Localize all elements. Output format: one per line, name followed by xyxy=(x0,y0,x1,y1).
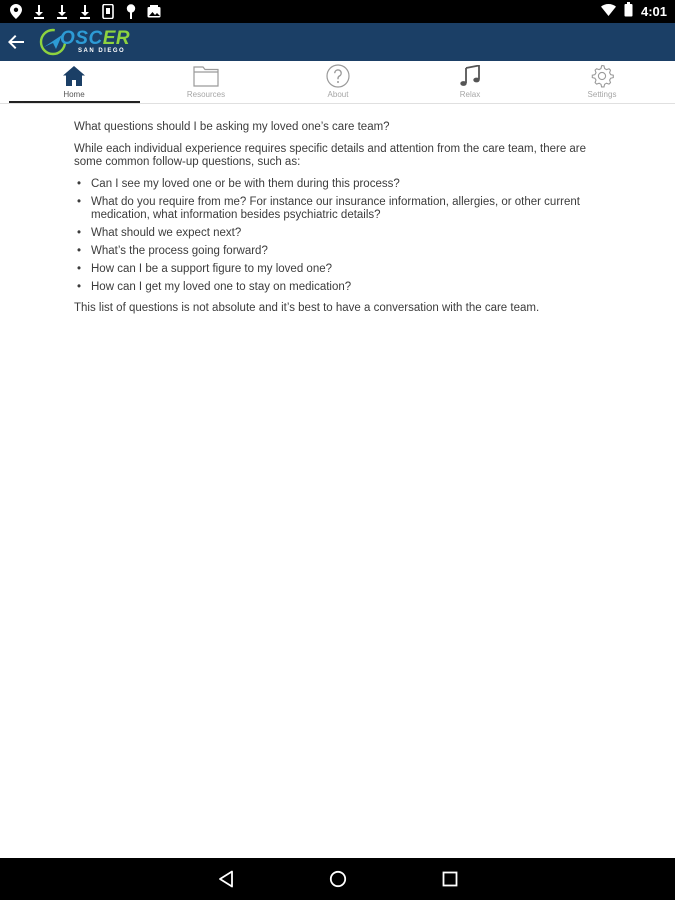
download-icon xyxy=(54,4,70,20)
oscer-logo xyxy=(38,26,132,58)
logo-subtext: SAN DIEGO xyxy=(78,48,126,54)
tab-settings[interactable] xyxy=(536,61,668,104)
home-circle-icon xyxy=(329,870,347,888)
battery-icon xyxy=(624,2,633,22)
clock: 4:01 xyxy=(640,4,667,19)
active-tab-indicator xyxy=(9,101,140,103)
phone-storage-icon xyxy=(100,4,116,20)
tab-label-relax: Relax xyxy=(459,90,481,99)
tab-relax[interactable] xyxy=(404,61,536,104)
tab-label-about: About xyxy=(327,90,349,99)
nav-home-button[interactable] xyxy=(325,868,351,890)
content-area xyxy=(74,121,614,324)
app-bar xyxy=(0,23,675,61)
tab-label-settings: Settings xyxy=(587,90,617,99)
tab-bar xyxy=(0,61,675,104)
list-item: • How can I get my loved one to stay on medication? xyxy=(74,281,614,294)
tab-label-resources: Resources xyxy=(186,90,226,99)
notification-icons xyxy=(8,3,162,20)
pin-icon xyxy=(123,4,139,20)
back-triangle-icon xyxy=(218,870,234,888)
question-list xyxy=(74,178,614,294)
list-item: • What do you require from me? For instance our insurance information, allergies, or other current medication, what information besides psychiatric details? xyxy=(74,196,614,222)
list-item: • How can I be a support figure to my loved one? xyxy=(74,263,614,276)
content-closing: This list of questions is not absolute and it’s best to have a conversation with the care team. xyxy=(74,302,540,314)
back-arrow-icon xyxy=(8,35,24,49)
content-intro: While each individual experience requires specific details and attention from the care team, there are some common follow-up questions, such as: xyxy=(74,143,587,168)
gear-icon xyxy=(589,64,615,88)
system-nav-bar xyxy=(0,858,675,900)
tab-home[interactable] xyxy=(8,61,140,104)
list-item: • Can I see my loved one or be with them during this process? xyxy=(74,178,614,191)
tab-about[interactable] xyxy=(272,61,404,104)
recents-square-icon xyxy=(442,871,458,887)
back-button[interactable] xyxy=(4,29,28,55)
status-bar xyxy=(0,0,675,23)
logo-wordmark: OSCER xyxy=(60,28,131,49)
folder-icon xyxy=(193,64,219,88)
question-icon xyxy=(325,64,351,88)
system-status xyxy=(601,3,667,20)
image-icon xyxy=(146,4,162,20)
download-icon xyxy=(77,4,93,20)
list-item: • What’s the process going forward? xyxy=(74,245,614,258)
nav-back-button[interactable] xyxy=(213,868,239,890)
tab-label-home: Home xyxy=(63,90,85,99)
tab-resources[interactable] xyxy=(140,61,272,104)
wifi-icon xyxy=(601,3,616,21)
location-icon xyxy=(8,4,24,20)
music-note-icon xyxy=(457,64,483,88)
list-item: • What should we expect next? xyxy=(74,227,614,240)
home-icon xyxy=(61,64,87,88)
download-icon xyxy=(31,4,47,20)
content-heading: What questions should I be asking my loved one’s care team? xyxy=(74,121,390,133)
nav-recents-button[interactable] xyxy=(437,868,463,890)
